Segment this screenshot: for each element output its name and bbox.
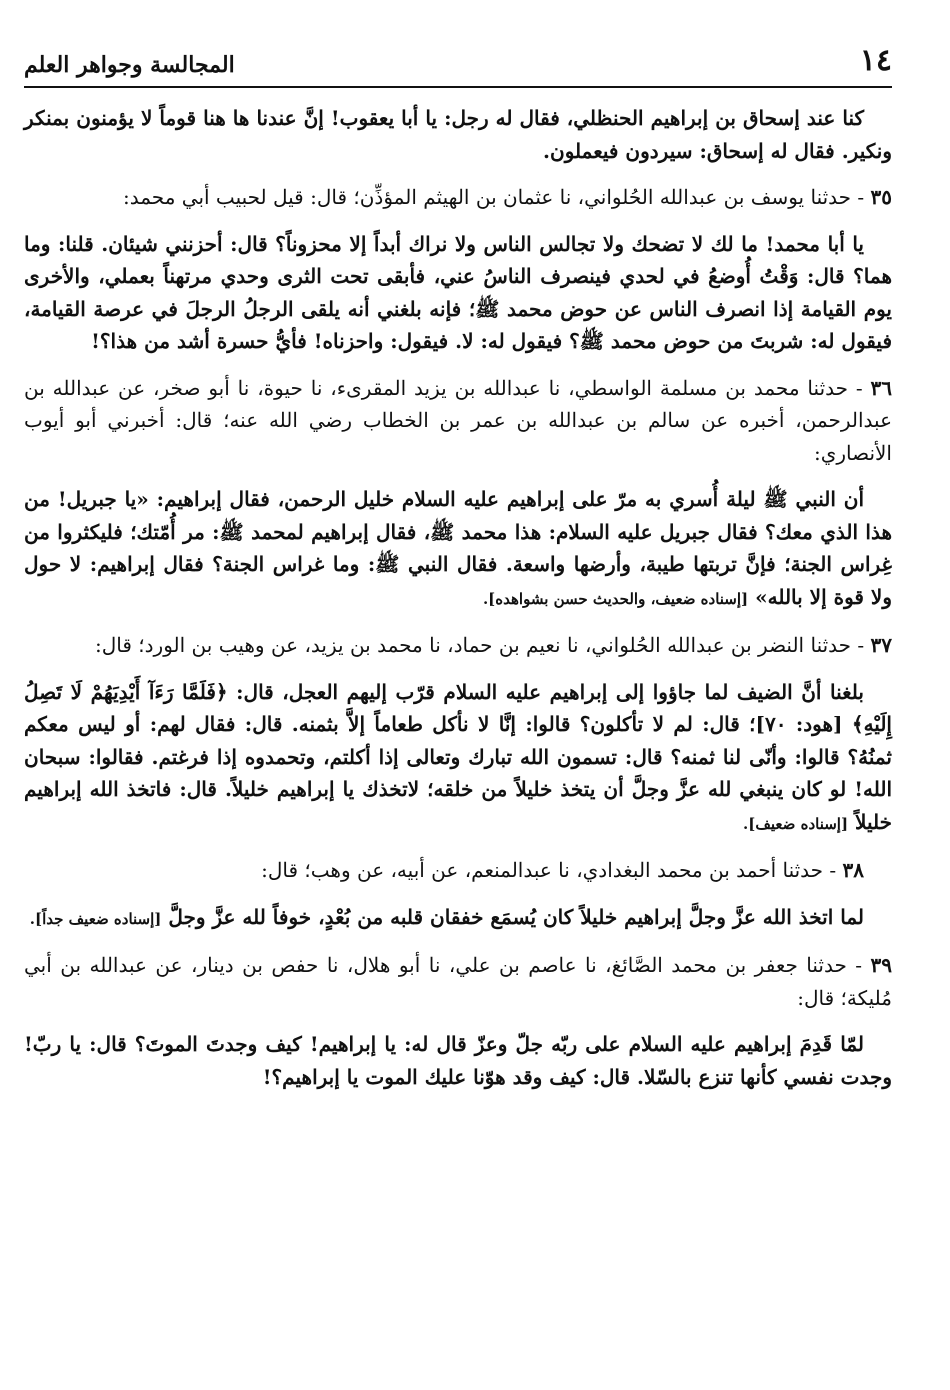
- isnad-grade-note: [إسناده ضعيف].: [743, 814, 849, 833]
- paragraph-text: - حدثنا النضر بن عبدالله الحُلواني، نا نعيم بن حماد، نا محمد بن يزيد، عن وهيب بن الورد؛ قال:: [95, 633, 871, 657]
- book-title: المجالسة وجواهر العلم: [24, 52, 235, 78]
- paragraph-text: أن النبي ﷺ ليلة أُسري به مرّ على إبراهيم عليه السلام خليل الرحمن، فقال إبراهيم: «يا جبريل! من هذا الذي معك؟ فقال جبريل عليه السلام: هذا محمد ﷺ، فقال إبراهيم لمحمد ﷺ: مر أُمّتك؛ فليكثروا من غِراس الجنة؛ فإنَّ تربتها طيبة، وأرضها واسعة. فقال النبي ﷺ: وما غراس الجنة؟ فقال إبراهيم: لا حول ولا قوة إلا بالله»: [24, 487, 892, 609]
- hadith-chain-paragraph: [24, 949, 892, 1014]
- hadith-chain-paragraph: [24, 629, 892, 662]
- paragraph-text: - حدثنا جعفر بن محمد الصَّائغ، نا عاصم بن علي، نا أبو هلال، نا حفص بن دينار، عن عبدالله بن أبي مُليكة؛ قال:: [24, 953, 892, 1010]
- hadith-text-paragraph: [24, 1028, 892, 1093]
- hadith-chain-paragraph: [24, 181, 892, 214]
- page-number: ١٤: [859, 43, 892, 78]
- isnad-grade-note: [إسناده ضعيف، والحديث حسن بشواهده].: [482, 589, 749, 608]
- paragraph-text: لما اتخذ الله عزَّ وجلَّ إبراهيم خليلاً كان يُسمَع خفقان قلبه من بُعْدٍ، خوفاً لله عزَّ وجلَّ: [168, 904, 864, 929]
- hadith-number: ٣٦: [870, 375, 892, 400]
- hadith-text-paragraph: [24, 676, 892, 841]
- hadith-text-paragraph: [24, 228, 892, 358]
- paragraph-text: بلغنا أنَّ الضيف لما جاؤوا إلى إبراهيم عليه السلام قرّب إليهم العجل، قال: ﴿فَلَمَّا رَءَآ أَيْدِيَهُمْ لَا تَصِلُ إِلَيْهِ﴾ [هود: ٧٠]؛ قال: لم لا تأكلون؟ قالوا: إنَّا لا نأكل طعاماً إلاَّ بثمنه. قال: فقال لهم: أو ليس معكم ثمنُهُ؟ قالوا: وأنّى لنا ثمنه؟ قال: تسمون الله تبارك وتعالى إذا أكلتم، وتحمدوه إذا فرغتم. فقالوا: سبحان الله! لو كان ينبغي لله عزَّ وجلَّ أن يتخذ خليلاً من خلقه؛ لاتخذك يا إبراهيم خليلاً. قال: فاتخذ الله إبراهيم خليلاً: [24, 679, 892, 834]
- hadith-text-paragraph: [24, 102, 892, 167]
- paragraph-text: - حدثنا محمد بن مسلمة الواسطي، نا عبدالله بن يزيد المقرىء، نا حيوة، نا أبو صخر، عن عبدالله بن عبدالرحمن، أخبره عن سالم بن عبدالله بن عمر بن الخطاب رضي الله عنه؛ قال: أخبرني أبو أيوب الأنصاري:: [24, 375, 892, 465]
- page-body: [24, 102, 892, 1093]
- paragraph-text: - حدثنا يوسف بن عبدالله الحُلواني، نا عثمان بن الهيثم المؤذِّن؛ قال: قيل لحبيب أبي محمد:: [123, 185, 871, 209]
- paragraph-text: - حدثنا أحمد بن محمد البغدادي، نا عبدالمنعم، عن أبيه، عن وهب؛ قال:: [261, 858, 843, 882]
- hadith-number: ٣٧: [870, 633, 892, 657]
- paragraph-text: كنا عند إسحاق بن إبراهيم الحنظلي، فقال له رجل: يا أبا يعقوب! إنَّ عندنا ها هنا قوماً لا يؤمنون بمنكر ونكير. فقال له إسحاق: سيردون فيعملون.: [24, 106, 892, 163]
- hadith-number: ٣٩: [870, 953, 892, 977]
- hadith-number: ٣٨: [842, 858, 864, 882]
- running-head: [24, 28, 892, 88]
- isnad-grade-note: [إسناده ضعيف جداً].: [29, 909, 162, 928]
- hadith-chain-paragraph: [24, 372, 892, 470]
- paragraph-text: يا أبا محمد! ما لك لا تضحك ولا تجالس الناس ولا نراك أبداً إلا محزوناً؟ قال: أحزنني شيئان. قلنا: وما هما؟ قال: وَقْتُ أُوضعُ في لحدي فينصرف الناسُ عني، فأبقى تحت الثرى وحدي مرتهناً بعملي، والأخرى يوم القيامة إذا انصرف الناس عن حوض محمد ﷺ؛ فإنه بلغني أنه يلقى الرجلُ الرجلَ في عرصة القيامة، فيقول له: شربتَ من حوض محمد ﷺ؟ فيقول له: لا. فيقول: واحزناه! فأيُّ حسرة أشد من هذا؟!: [24, 231, 892, 353]
- hadith-text-paragraph: [24, 901, 892, 936]
- paragraph-text: لمّا قَدِمَ إبراهيم عليه السلام على ربّه جلّ وعزّ قال له: يا إبراهيم! كيف وجدتَ الموتَ؟ قال: يا ربّ! وجدت نفسي كأنها تنزع بالسّلا. قال: كيف وقد هوّنا عليك الموت يا إبراهيم؟!: [24, 1032, 892, 1089]
- hadith-chain-paragraph: [24, 854, 892, 887]
- hadith-number: ٣٥: [870, 185, 892, 209]
- hadith-text-paragraph: [24, 483, 892, 615]
